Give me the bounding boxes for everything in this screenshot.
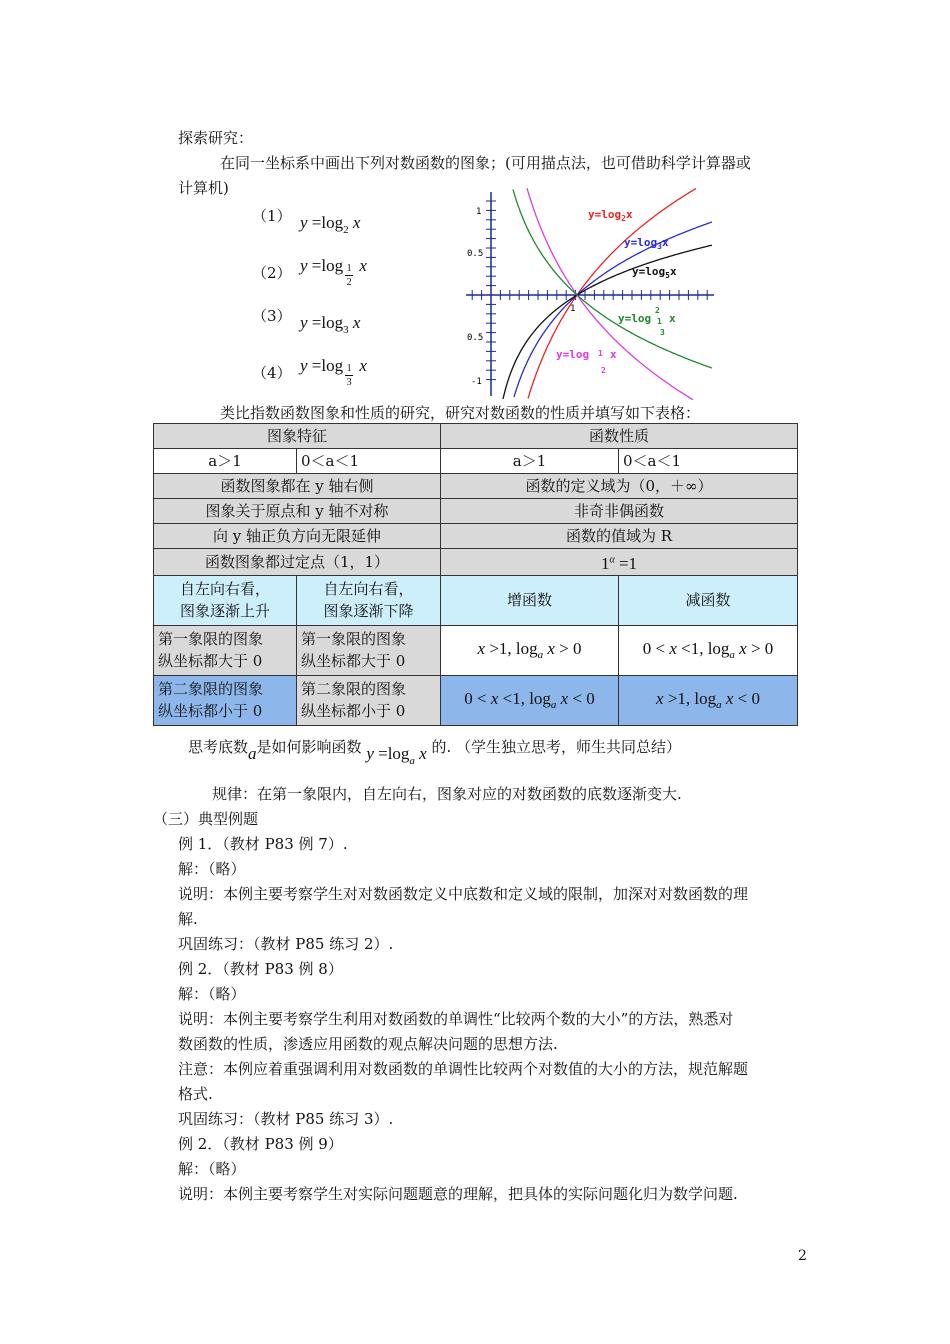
example-line: 数函数的性质，渗透应用函数的观点解决问题的思想方法. <box>178 1035 558 1053</box>
table-intro: 类比指数函数图象和性质的研究，研究对数函数的性质并填写如下表格： <box>220 404 701 422</box>
task-text-line2: 计算机) <box>178 179 229 197</box>
svg-text:3: 3 <box>660 328 665 337</box>
label-log3: $y=\log_3x$ <box>624 236 669 251</box>
cell-r1-left: 函数图象都在 y 轴右侧 <box>154 474 441 499</box>
example-line: 格式. <box>178 1085 213 1103</box>
cell-r7-b: 第二象限的图象 纵坐标都小于 0 <box>297 675 441 725</box>
page-number: 2 <box>798 1248 807 1264</box>
header-function-properties: 函数性质 <box>441 424 798 449</box>
example-line: 例 2．（教材 P83 例 9） <box>178 1135 343 1153</box>
example-line: 解：（略） <box>178 1160 246 1178</box>
function-number-3: （3） <box>252 307 292 325</box>
cell-r1-right: 函数的定义域为（0，＋∞） <box>441 474 798 499</box>
cell-r6-d: 0 < x <1, $\log_a x > 0$ <box>619 625 798 675</box>
cell-r5-b: 自左向右看， 图象逐渐下降 <box>297 575 441 625</box>
svg-text:1: 1 <box>598 349 603 358</box>
example-line: 说明：本例主要考察学生对实际问题题意的理解，把具体的实际问题化归为数学问题. <box>178 1185 738 1203</box>
function-4: $y =\log \frac{1}{3}$ x <box>300 356 367 388</box>
cell-r6-a: 第一象限的图象 纵坐标都大于 0 <box>154 625 297 675</box>
cell-r5-d: 减函数 <box>619 575 798 625</box>
cell-r4-right: $1^\alpha =1$ <box>441 549 798 576</box>
y-tick-neg-1: -1 <box>471 377 482 387</box>
function-number-2: （2） <box>252 264 292 282</box>
cell-r7-c: 0 < x <1, $\log_a x < 0$ <box>441 675 619 725</box>
cell-r7-d: x >1, $\log_a x < 0$ <box>619 675 798 725</box>
example-line: 巩固练习：（教材 P85 练习 3）. <box>178 1110 394 1128</box>
cell-a-gt1-right: a＞1 <box>441 449 619 474</box>
svg-text:2: 2 <box>655 306 660 315</box>
function-3: $y =\log_3$ x <box>300 313 361 336</box>
label-log5: $y=\log_5x$ <box>632 265 677 280</box>
function-number-4: （4） <box>252 364 292 382</box>
example-line: 例 2．（教材 P83 例 8） <box>178 960 343 978</box>
cell-r3-right: 函数的值域为 R <box>441 524 798 549</box>
svg-text:x: x <box>610 348 617 361</box>
y-tick-1: 1 <box>476 207 482 217</box>
x-tick-1: 1 <box>570 304 576 314</box>
y-tick-0.5: 0.5 <box>467 249 484 259</box>
cell-r5-c: 增函数 <box>441 575 619 625</box>
function-1: $y =\log_2$ x <box>300 213 361 236</box>
cell-r7-a: 第二象限的图象 纵坐标都小于 0 <box>154 675 297 725</box>
cell-r2-right: 非奇非偶函数 <box>441 499 798 524</box>
y-tick-neg-0.5: 0.5 <box>467 333 484 343</box>
cell-r4-left: 函数图象都过定点（1，1） <box>154 549 441 576</box>
curve-log3 <box>514 222 712 397</box>
svg-text:1: 1 <box>657 317 662 326</box>
section-heading: 探索研究： <box>178 129 254 147</box>
cell-a-lt1-right: 0＜a＜1 <box>619 449 798 474</box>
cell-r6-c: x >1, $\log_a x > 0$ <box>441 625 619 675</box>
example-line: 解. <box>178 910 198 928</box>
cell-a-gt1-left: a＞1 <box>154 449 297 474</box>
example-line: 说明：本例主要考察学生利用对数函数的单调性“比较两个数的大小”的方法，熟悉对 <box>178 1010 734 1028</box>
header-graph-features: 图象特征 <box>154 424 441 449</box>
cell-a-lt1-left: 0＜a＜1 <box>297 449 441 474</box>
function-number-1: （1） <box>252 207 292 225</box>
section-three-heading: （三）典型例题 <box>153 810 259 828</box>
rule-text: 规律：在第一象限内，自左向右，图象对应的对数函数的底数逐渐变大. <box>212 785 682 803</box>
log-functions-graph <box>462 188 722 400</box>
label-log2: $y=\log_2x$ <box>588 208 633 223</box>
curve-log5 <box>503 245 712 399</box>
example-line: 巩固练习：（教材 P85 练习 2）. <box>178 935 394 953</box>
cell-r5-a: 自左向右看， 图象逐渐上升 <box>154 575 297 625</box>
label-log-third: y=log <box>618 312 652 325</box>
cell-r2-left: 图象关于原点和 y 轴不对称 <box>154 499 441 524</box>
example-line: 解：（略） <box>178 985 246 1003</box>
cell-r6-b: 第一象限的图象 纵坐标都大于 0 <box>297 625 441 675</box>
cell-r3-left: 向 y 轴正负方向无限延伸 <box>154 524 441 549</box>
example-line: 注意：本例应着重强调利用对数函数的单调性比较两个对数值的大小的方法，规范解题 <box>178 1060 749 1078</box>
example-line: 解：（略） <box>178 860 246 878</box>
svg-text:x: x <box>669 312 676 325</box>
properties-table <box>153 423 798 726</box>
task-text-line1: 在同一坐标系中画出下列对数函数的图象；(可用描点法，也可借助科学计算器或 <box>220 154 751 172</box>
example-line: 说明：本例主要考察学生对对数函数定义中底数和定义域的限制，加深对对数函数的理 <box>178 885 749 903</box>
think-line: 思考底数a是如何影响函数 $y =\log_a$ x 的. （学生独立思考，师生共同总结） <box>188 738 682 767</box>
example-line: 例 1．（教材 P83 例 7）. <box>178 835 348 853</box>
svg-text:2: 2 <box>601 366 606 375</box>
function-2: $y =\log \frac{1}{2}$ x <box>300 256 367 288</box>
label-log-half: y=log <box>556 348 590 361</box>
